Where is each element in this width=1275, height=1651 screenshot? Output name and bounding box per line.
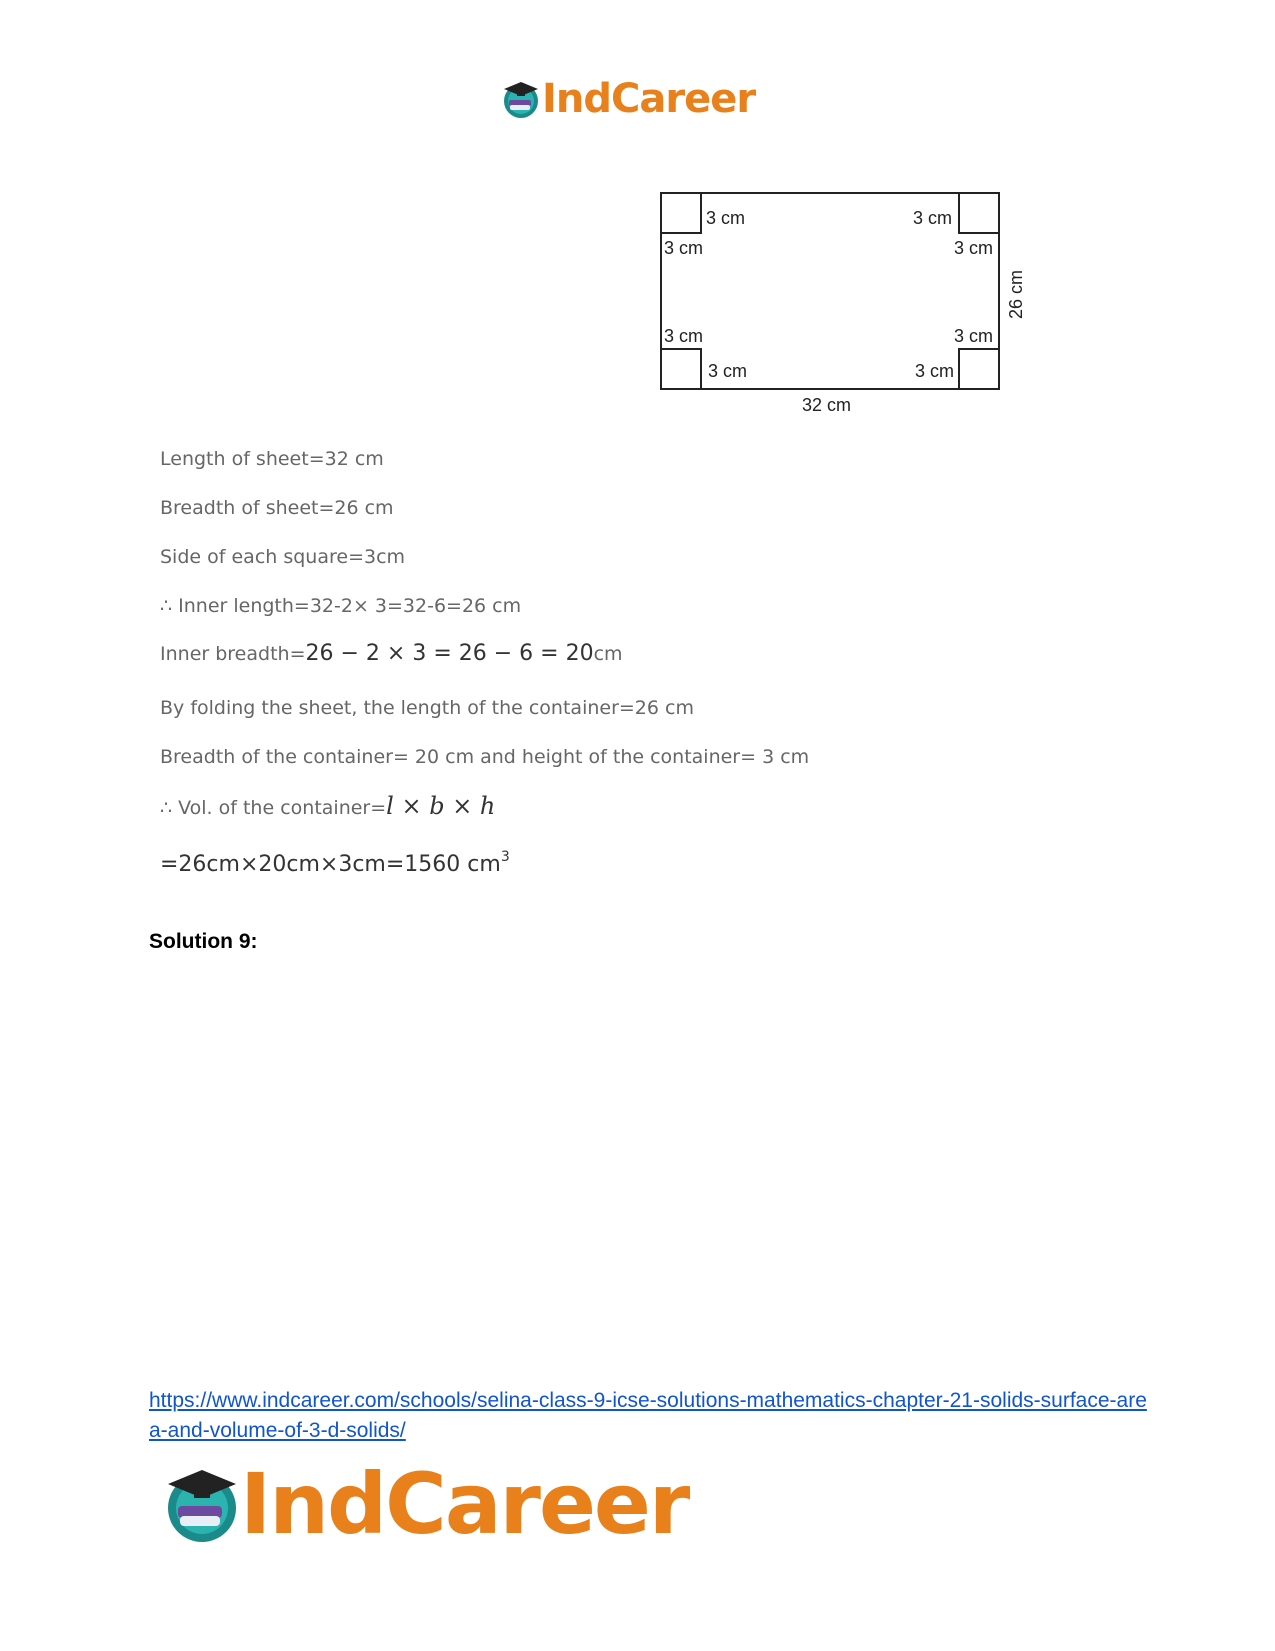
solution-line: By folding the sheet, the length of the container=26 cm: [160, 697, 694, 719]
volume-formula: l × b × h: [386, 792, 496, 820]
sheet-diagram: [660, 185, 1040, 420]
solution-line: Breadth of the container= 20 cm and height of the container= 3 cm: [160, 746, 810, 768]
corner-square-bottom-left: [661, 349, 701, 389]
label-bottom-left-horizontal: 3 cm: [708, 361, 748, 381]
source-link[interactable]: https://www.indcareer.com/schools/selina-class-9-icse-solutions-mathematics-chapter-21-solids-surface-area-and-volume-of-3-d-solids/: [149, 1389, 1147, 1442]
logo-text: IndCareer: [542, 76, 756, 122]
label-bottom-right-vertical: 3 cm: [954, 326, 994, 346]
inner-breadth-unit: cm: [593, 643, 623, 665]
solution-line: Side of each square=3cm: [160, 546, 406, 568]
volume-line: [160, 792, 495, 820]
solution-line: ∴ Inner length=32-2× 3=32-6=26 cm: [160, 595, 522, 617]
corner-square-top-right: [959, 193, 999, 233]
label-height: 26 cm: [1006, 269, 1026, 319]
volume-result-line: [160, 849, 510, 877]
indcareer-logo-top: [500, 78, 755, 120]
corner-square-top-left: [661, 193, 701, 233]
label-top-right-vertical: 3 cm: [954, 238, 994, 258]
indcareer-logo-bottom: [160, 1455, 689, 1553]
graduation-globe-icon: [160, 1462, 244, 1546]
inner-breadth-line: [160, 641, 623, 666]
graduation-globe-icon: [500, 78, 542, 120]
label-width: 32 cm: [802, 395, 852, 415]
logo-text: IndCareer: [240, 1455, 689, 1553]
corner-square-bottom-right: [959, 349, 999, 389]
volume-label: ∴ Vol. of the container=: [160, 797, 387, 819]
solution-line: Length of sheet=32 cm: [160, 448, 384, 470]
solution-line: Breadth of sheet=26 cm: [160, 497, 394, 519]
volume-exponent: 3: [500, 849, 510, 865]
volume-result: =26cm×20cm×3cm=1560 cm: [160, 852, 501, 877]
label-bottom-right-horizontal: 3 cm: [915, 361, 955, 381]
label-top-right-horizontal: 3 cm: [913, 208, 953, 228]
label-top-left-horizontal: 3 cm: [706, 208, 746, 228]
solution-heading: Solution 9:: [149, 930, 258, 953]
label-top-left-vertical: 3 cm: [664, 238, 704, 258]
label-bottom-left-vertical: 3 cm: [664, 326, 704, 346]
inner-breadth-label: Inner breadth=: [160, 643, 306, 665]
inner-breadth-math: 26 − 2 × 3 = 26 − 6 = 20: [305, 641, 594, 666]
